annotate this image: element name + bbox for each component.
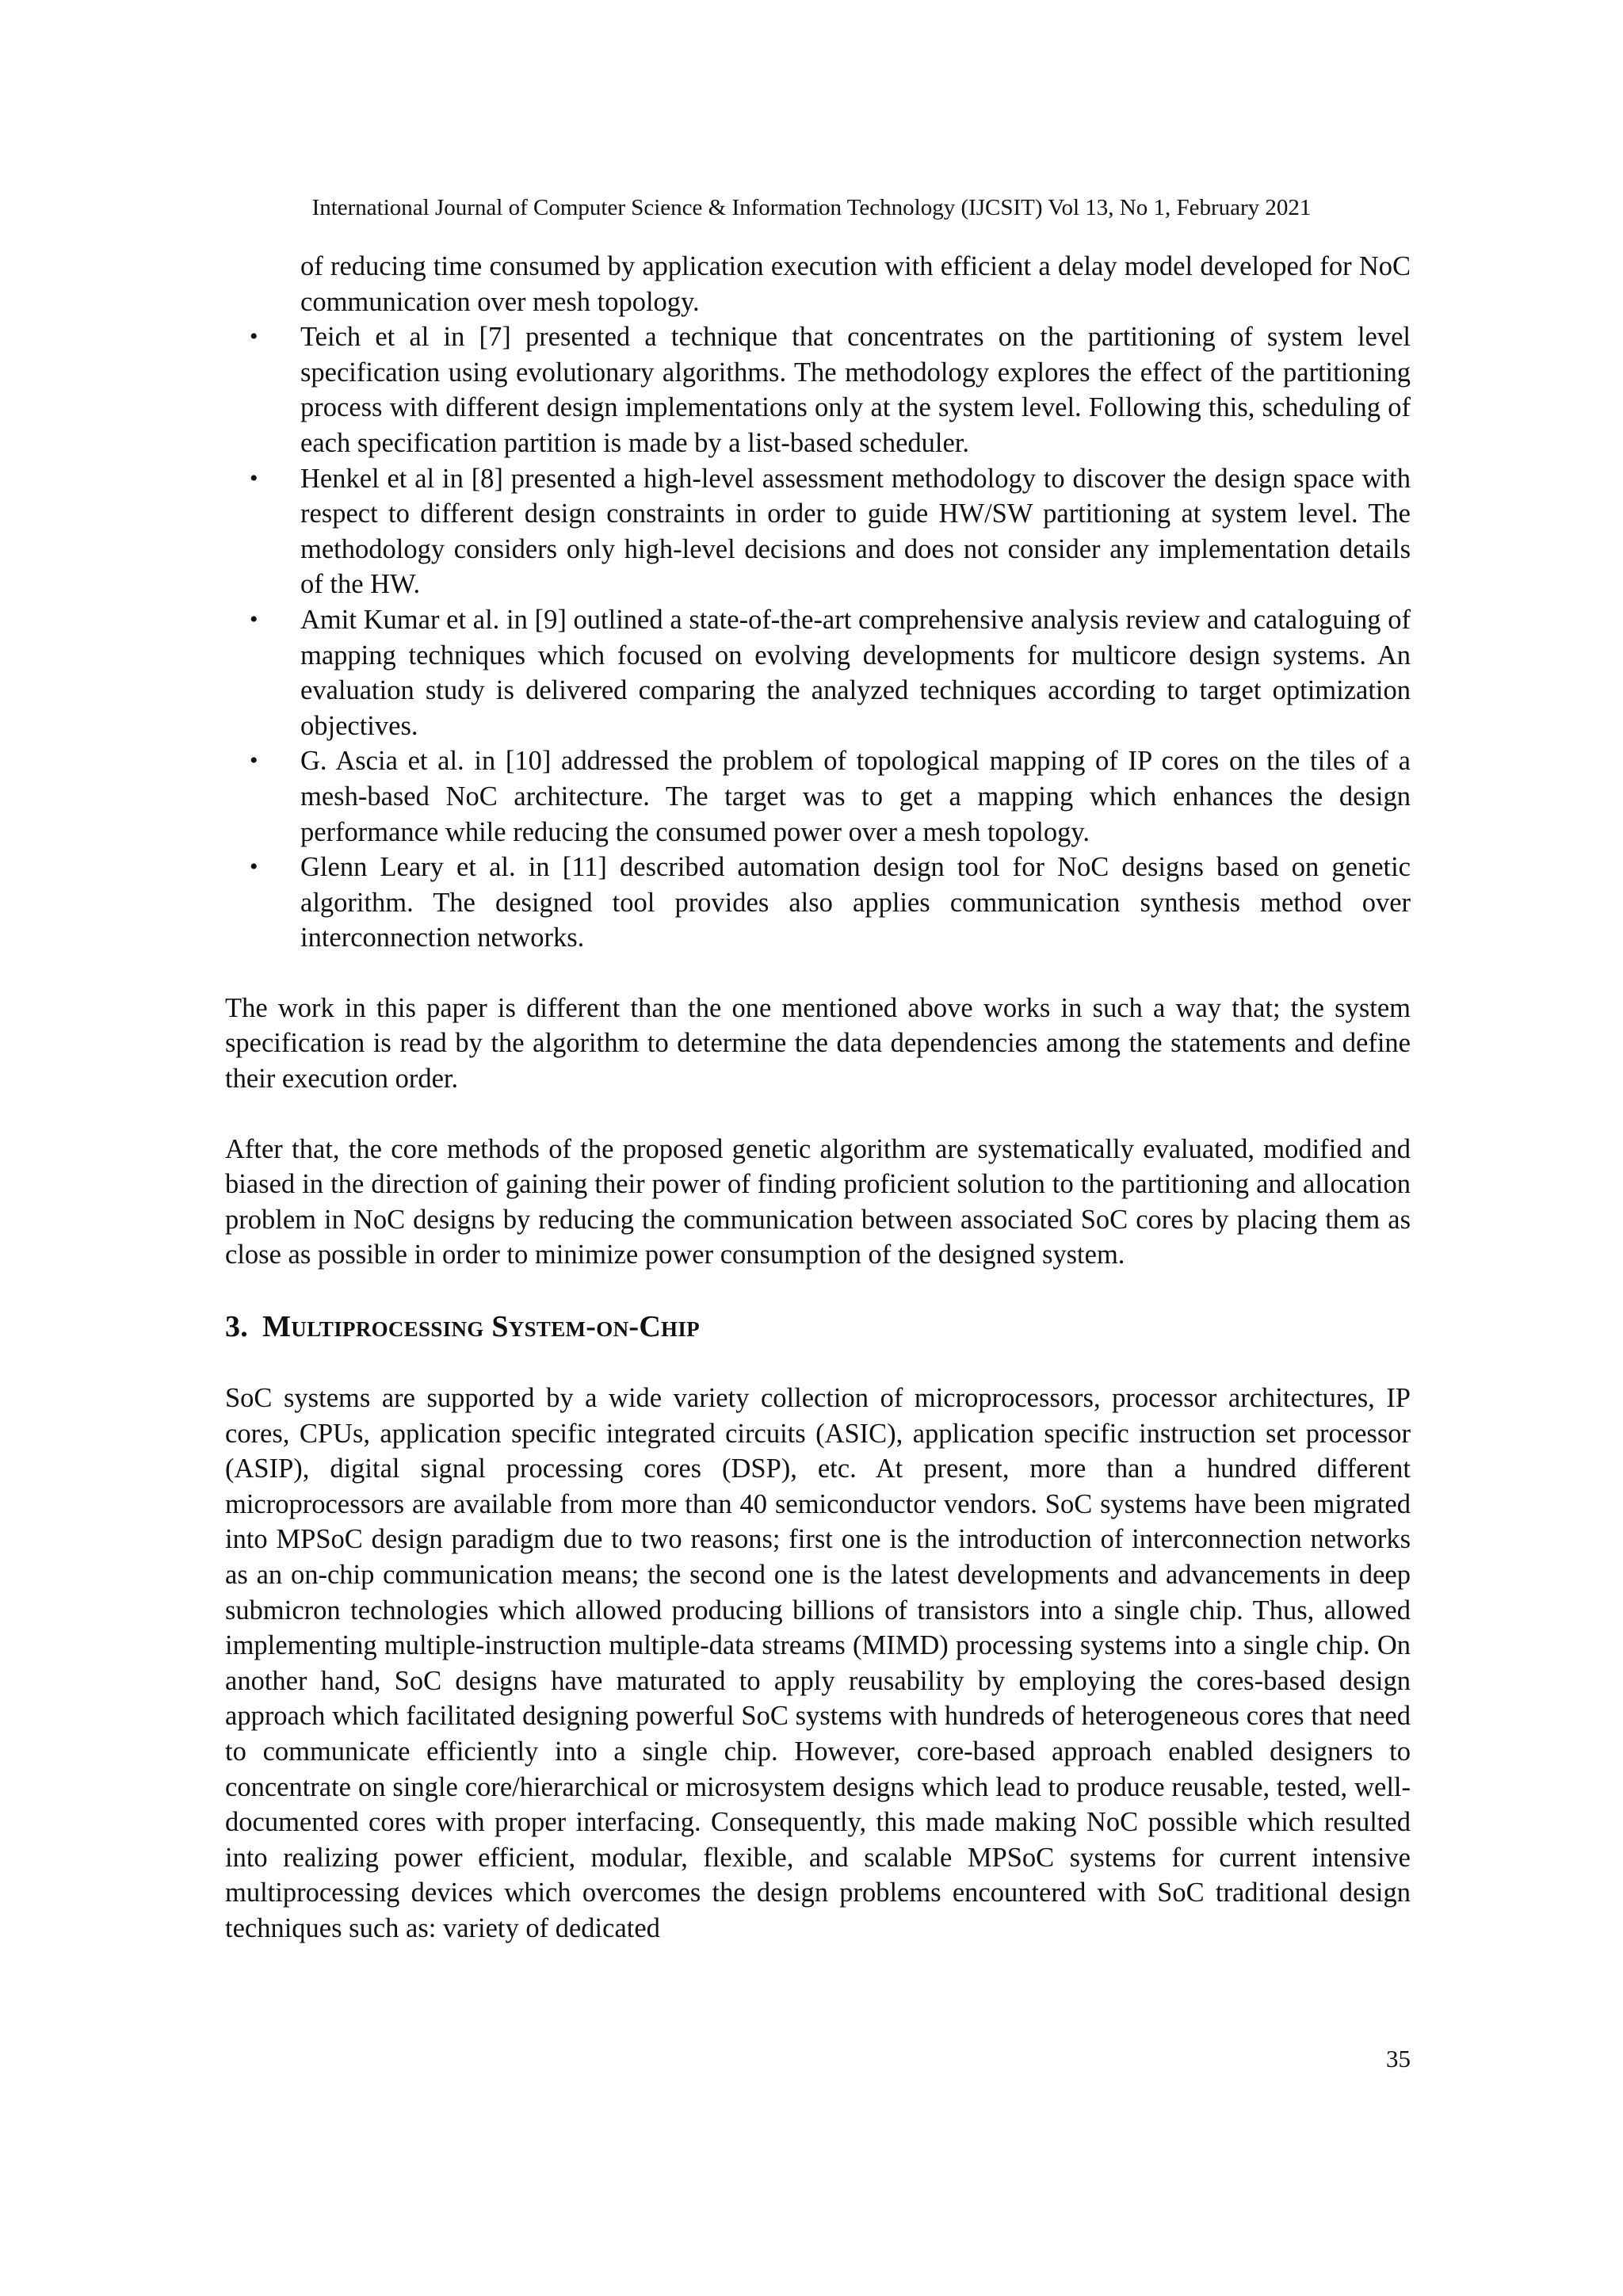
list-item — [225, 850, 1411, 956]
list-item-text: G. Ascia et al. in [10] addressed the problem of topological mapping of IP cores on the tiles of a mesh-based NoC architecture. The target was to get a mapping which enhances the design performance while reducing the consumed power over a mesh topology. — [300, 746, 1411, 847]
list-item-text: Henkel et al in [8] presented a high-level assessment methodology to discover the design space with respect to different design constraints in order to guide HW/SW partitioning at system level. The methodology considers only high-level decisions and does not consider any implementation details of the HW. — [300, 463, 1411, 600]
section-heading — [225, 1308, 1411, 1346]
list-item — [225, 319, 1411, 460]
bullet-icon: • — [250, 606, 258, 632]
bullet-icon: • — [250, 464, 258, 491]
section-title: Multiprocessing System-on-Chip — [262, 1310, 700, 1344]
bullet-icon: • — [250, 323, 258, 350]
paragraph: The work in this paper is different than the one mentioned above works in such a way that; the system specification is read by the algorithm to determine the data dependencies among the statements and define their execution order. — [225, 992, 1411, 1095]
section-number: 3. — [225, 1310, 249, 1344]
running-header: International Journal of Computer Science & Information Technology (IJCSIT) Vol 13, No 1, February 2021 — [311, 195, 1312, 220]
list-item-text: Teich et al in [7] presented a technique that concentrates on the partitioning of system level specification using evolutionary algorithms. The methodology explores the effect of the partitioning process with different design implementations only at the system level. Following this, scheduling of each specification partition is made by a list-based scheduler. — [300, 322, 1411, 458]
list-item-text: of reducing time consumed by application execution with efficient a delay model developed for NoC communication over mesh topology. — [300, 251, 1411, 317]
list-item — [225, 743, 1411, 850]
section-body-paragraph: SoC systems are supported by a wide variety collection of microprocessors, processor architectures, IP cores, CPUs, application specific integrated circuits (ASIC), application specific instruction set processor (ASIP), digital signal processing cores (DSP), etc. At present, more than a hundred different microprocessors are available from more than 40 semiconductor vendors. SoC systems have been migrated into MPSoC design paradigm due to two reasons; first one is the introduction of interconnection networks as an on-chip communication means; the second one is the latest developments and advancements in deep submicron technologies which allowed producing billions of transistors into a single chip. Thus, allowed implementing multiple-instruction multiple-data streams (MIMD) processing systems into a single chip. On another hand, SoC designs have maturated to apply reusability by employing the cores-based design approach which facilitated designing powerful SoC systems with hundreds of heterogeneous cores that need to communicate efficiently into a single chip. However, core-based approach enabled designers to concentrate on single core/hierarchical or microsystem designs which lead to produce reusable, tested, well-documented cores with proper interfacing. Consequently, this made making NoC possible which resulted into realizing power efficient, modular, flexible, and scalable MPSoC systems for current intensive multiprocessing devices which overcomes the design problems encountered with SoC traditional design techniques such as: variety of dedicated — [225, 1383, 1411, 1943]
bullet-icon: • — [250, 747, 258, 774]
related-work-list — [225, 249, 1411, 956]
bullet-icon: • — [250, 854, 258, 881]
list-item-text: Glenn Leary et al. in [11] described automation design tool for NoC designs based on genetic algorithm. The designed tool provides also applies communication synthesis method over interconnection networks. — [300, 852, 1411, 953]
list-item-continuation — [225, 249, 1411, 319]
list-item — [225, 602, 1411, 743]
paragraph: After that, the core methods of the proposed genetic algorithm are systematically evaluated, modified and biased in the direction of gaining their power of finding proficient solution to the partitioning and allocation problem in NoC designs by reducing the communication between associated SoC cores by placing them as close as possible in order to minimize power consumption of the designed system. — [225, 1133, 1411, 1270]
list-item-text: Amit Kumar et al. in [9] outlined a state-of-the-art comprehensive analysis review and cataloguing of mapping techniques which focused on evolving developments for multicore design systems. An evaluation study is delivered comparing the analyzed techniques according to target optimization objectives. — [300, 604, 1411, 741]
page-number: 35 — [1386, 2045, 1411, 2073]
page-body — [225, 249, 1411, 1946]
list-item — [225, 461, 1411, 602]
